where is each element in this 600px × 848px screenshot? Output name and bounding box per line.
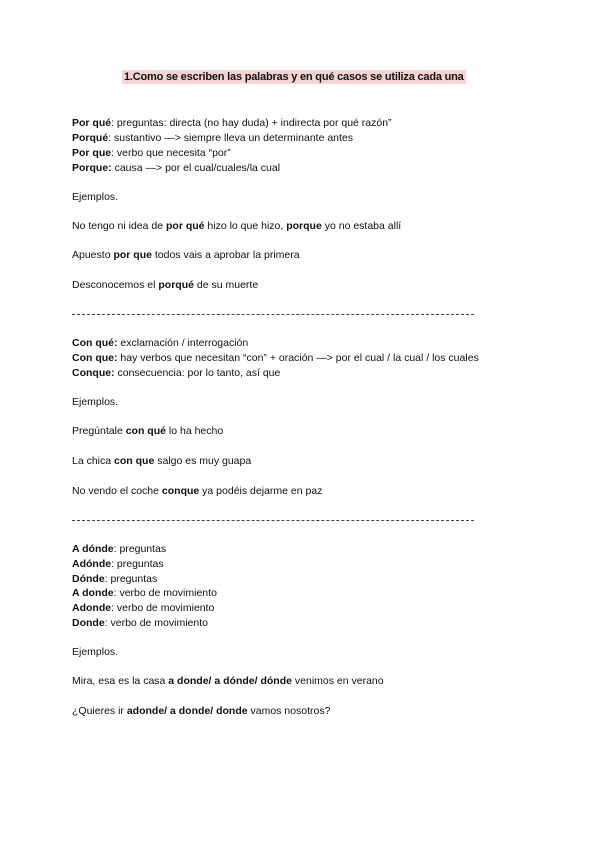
example-sentence: Pregúntale con qué lo ha hecho bbox=[72, 425, 224, 437]
examples-heading: Ejemplos. bbox=[72, 191, 119, 203]
examples-heading: Ejemplos. bbox=[72, 646, 119, 658]
example-sentence: La chica con que salgo es muy guapa bbox=[72, 455, 252, 467]
term: Porque: bbox=[72, 162, 112, 174]
definition-con-que-question: Con qué: exclamación / interrogación bbox=[72, 337, 249, 349]
page-title: 1.Como se escriben las palabras y en qué casos se utiliza cada una bbox=[124, 71, 464, 83]
definition-porque-cause: Porque: causa —> por el cual/cuales/la cual bbox=[72, 162, 281, 174]
term: Por qué bbox=[72, 117, 112, 129]
example-sentence: ¿Quieres ir adonde/ a donde/ donde vamos nosotros? bbox=[72, 705, 331, 717]
definition-por-que: Por que: verbo que necesita “por” bbox=[72, 147, 231, 159]
term: Porqué bbox=[72, 132, 109, 144]
example-sentence: Mira, esa es la casa a donde/ a dónde/ dónde venimos en verano bbox=[72, 675, 384, 687]
example-sentence: Desconocemos el porqué de su muerte bbox=[72, 279, 259, 291]
example-sentence: No vendo el coche conque ya podéis dejarme en paz bbox=[72, 485, 323, 497]
definition-conque: Conque: consecuencia: por lo tanto, así que bbox=[72, 367, 281, 379]
section-divider bbox=[72, 314, 474, 315]
definition-a-donde-movement: A donde: verbo de movimiento bbox=[72, 587, 217, 599]
example-sentence: No tengo ni idea de por qué hizo lo que hizo, porque yo no estaba allí bbox=[72, 220, 402, 232]
definition-adonde-question: Adónde: preguntas bbox=[72, 558, 164, 570]
definition-porque-noun: Porqué: sustantivo —> siempre lleva un determinante antes bbox=[72, 132, 354, 144]
definition-donde-question: Dónde: preguntas bbox=[72, 573, 158, 585]
definition-adonde-movement: Adonde: verbo de movimiento bbox=[72, 602, 215, 614]
example-sentence: Apuesto por que todos vais a aprobar la primera bbox=[72, 249, 300, 261]
term: Por que bbox=[72, 147, 112, 159]
definition-donde-movement: Donde: verbo de movimiento bbox=[72, 617, 208, 629]
section-divider bbox=[72, 520, 474, 521]
definition-con-que: Con que: hay verbos que necesitan “con” + oración —> por el cual / la cual / los cuales bbox=[72, 352, 479, 364]
definition-a-donde-question: A dónde: preguntas bbox=[72, 543, 167, 555]
definition-por-que-question: Por qué: preguntas: directa (no hay duda) + indirecta por qué razón” bbox=[72, 117, 392, 129]
examples-heading: Ejemplos. bbox=[72, 396, 119, 408]
